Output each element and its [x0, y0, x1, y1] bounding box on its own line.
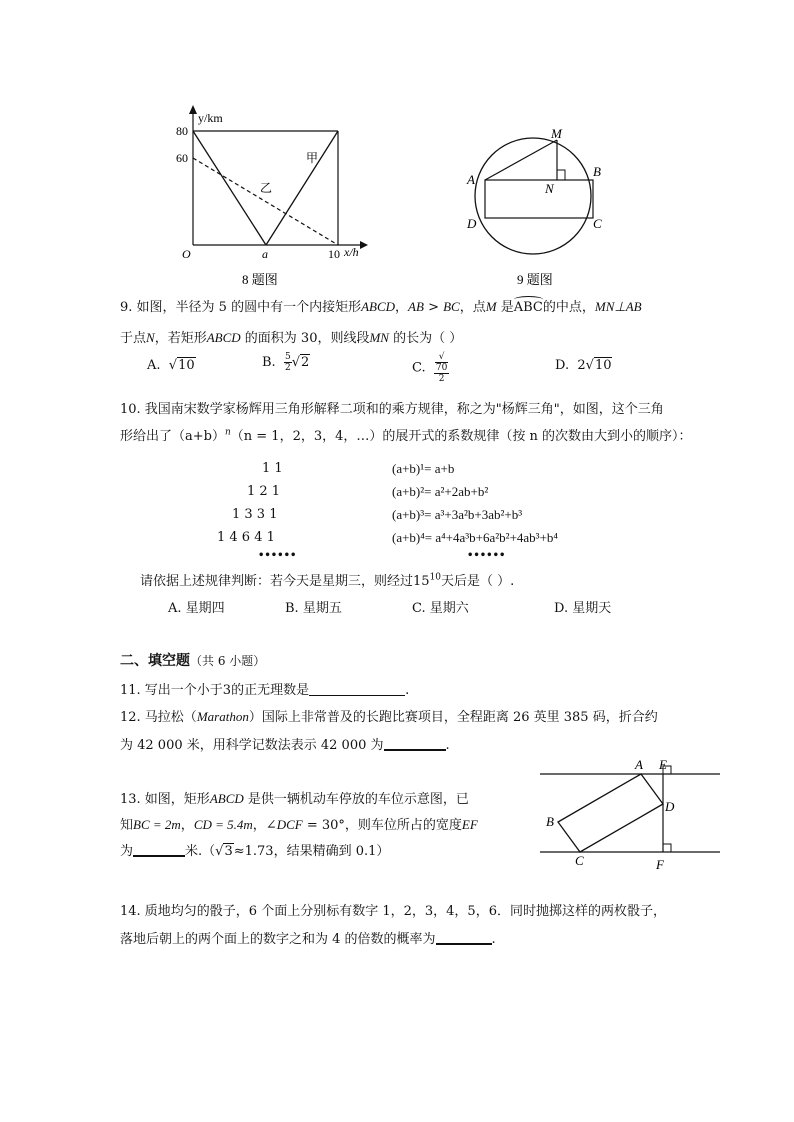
q9-line2: 于点N，若矩形ABCD 的面积为 30，则线段MN 的长为（ ）	[120, 330, 463, 346]
label-yi: 乙	[260, 181, 273, 195]
fig13-point-E: E	[659, 757, 667, 772]
q13-line1: 13. 如图，矩形ABCD 是供一辆机动车停放的车位示意图，已	[120, 791, 469, 807]
point-A: A	[467, 172, 475, 187]
q13-line2: 知BC = 2m，CD = 5.4m，∠DCF = 30°，则车位所占的宽度EF	[120, 817, 478, 833]
point-C: C	[593, 216, 602, 231]
triangle-row-3: 1 3 3 1	[232, 507, 278, 522]
fig13-point-C: C	[575, 853, 584, 868]
q10-option-b[interactable]: B. 星期五	[285, 601, 342, 616]
y-tick-80: 80	[176, 124, 188, 138]
q13-answer-blank[interactable]	[133, 843, 185, 857]
q10-option-a[interactable]: A. 星期四	[168, 601, 225, 616]
fig13-point-A: A	[635, 757, 643, 772]
q13-line3: 为 米.（√3≈1.73，结果精确到 0.1）	[120, 844, 390, 859]
q10-question: 请依据上述规律判断：若今天是星期三，则经过$15^{10}$天后是（ ）.	[140, 572, 515, 589]
arc-abc: ABC	[514, 300, 543, 315]
point-N: N	[545, 181, 554, 196]
point-B: B	[593, 164, 601, 179]
q12-line1: 12. 马拉松（Marathon）国际上非常普及的长跑比赛项目，全程距离 26 英里 385 码，折合约	[120, 709, 658, 725]
q12-line2: 为 42 000 米，用科学记数法表示 42 000 为 .	[120, 738, 450, 753]
expansion-dots: ••••••	[467, 550, 506, 561]
x-axis-label: x/h	[344, 245, 359, 259]
q10-option-d[interactable]: D. 星期天	[554, 601, 612, 616]
y-tick-60: 60	[176, 151, 188, 165]
x-tick-a: a	[262, 247, 268, 261]
q10-line1: 10. 我国南宋数学家杨辉用三角形解释二项和的乘方规律，称之为"杨辉三角"，如图，这个三角	[120, 402, 664, 417]
q14-line2: 落地后朝上的两个面上的数字之和为 4 的倍数的概率为 .	[120, 932, 496, 947]
expansion-1: (a+b)¹= a+b	[392, 461, 455, 476]
triangle-row-dots: ••••••	[258, 550, 297, 561]
triangle-row-1: 1 1	[262, 461, 283, 476]
expansion-2: (a+b)²= a²+2ab+b²	[392, 484, 489, 499]
q9-option-a[interactable]: A. √10	[147, 358, 195, 373]
figure-13	[535, 752, 735, 877]
section-2-heading: 二、填空题（共 6 小题）	[120, 653, 266, 669]
q9-option-d[interactable]: D. 2√10	[555, 358, 612, 373]
y-axis-label: y/km	[198, 111, 223, 125]
fig13-point-D: D	[665, 799, 675, 814]
q12-answer-blank[interactable]	[384, 737, 446, 751]
figure-8	[160, 100, 380, 290]
q10-option-c[interactable]: C. 星期六	[412, 601, 469, 616]
q14-answer-blank[interactable]	[436, 931, 492, 945]
q11: 11. 写出一个小于3的正无理数是 .	[120, 683, 410, 698]
label-jia: 甲	[306, 151, 319, 165]
figure-9-caption: 9 题图	[517, 272, 553, 287]
point-M: M	[551, 126, 562, 141]
q11-answer-blank[interactable]	[309, 683, 405, 696]
q9-option-c[interactable]: C. √ 70 2	[412, 352, 448, 384]
expansion-3: (a+b)³= a³+3a²b+3ab²+b³	[392, 507, 523, 522]
figure-9	[455, 120, 625, 290]
figure-8-caption: 8 题图	[242, 272, 278, 287]
triangle-row-4: 1 4 6 4 1	[217, 530, 275, 545]
x-tick-10: 10	[328, 247, 340, 261]
triangle-row-2: 1 2 1	[247, 484, 281, 499]
fig13-point-B: B	[546, 814, 554, 829]
q14-line1: 14. 质地均匀的骰子，6 个面上分别标有数字 1，2，3，4，5，6．同时抛掷这样的两枚骰子，	[120, 904, 666, 919]
point-D: D	[467, 216, 477, 231]
expansion-4: (a+b)⁴= a⁴+4a³b+6a²b²+4ab³+b⁴	[392, 530, 558, 545]
fig13-point-F: F	[656, 857, 664, 872]
origin-label: O	[182, 247, 191, 261]
q10-line2: 形给出了$(a+b)^n(n = 1$，2，3，4，…）的展开式的系数规律（按 n 的次数由大到小的顺序）：	[120, 427, 692, 444]
q9-line1: 9. 如图，半径为 5 的圆中有一个内接矩形ABCD，AB > BC，点M 是 ABC的中点，MN⊥AB	[120, 296, 642, 315]
q9-option-b[interactable]: B. $\frac{5}{2}$ √2	[262, 352, 310, 373]
